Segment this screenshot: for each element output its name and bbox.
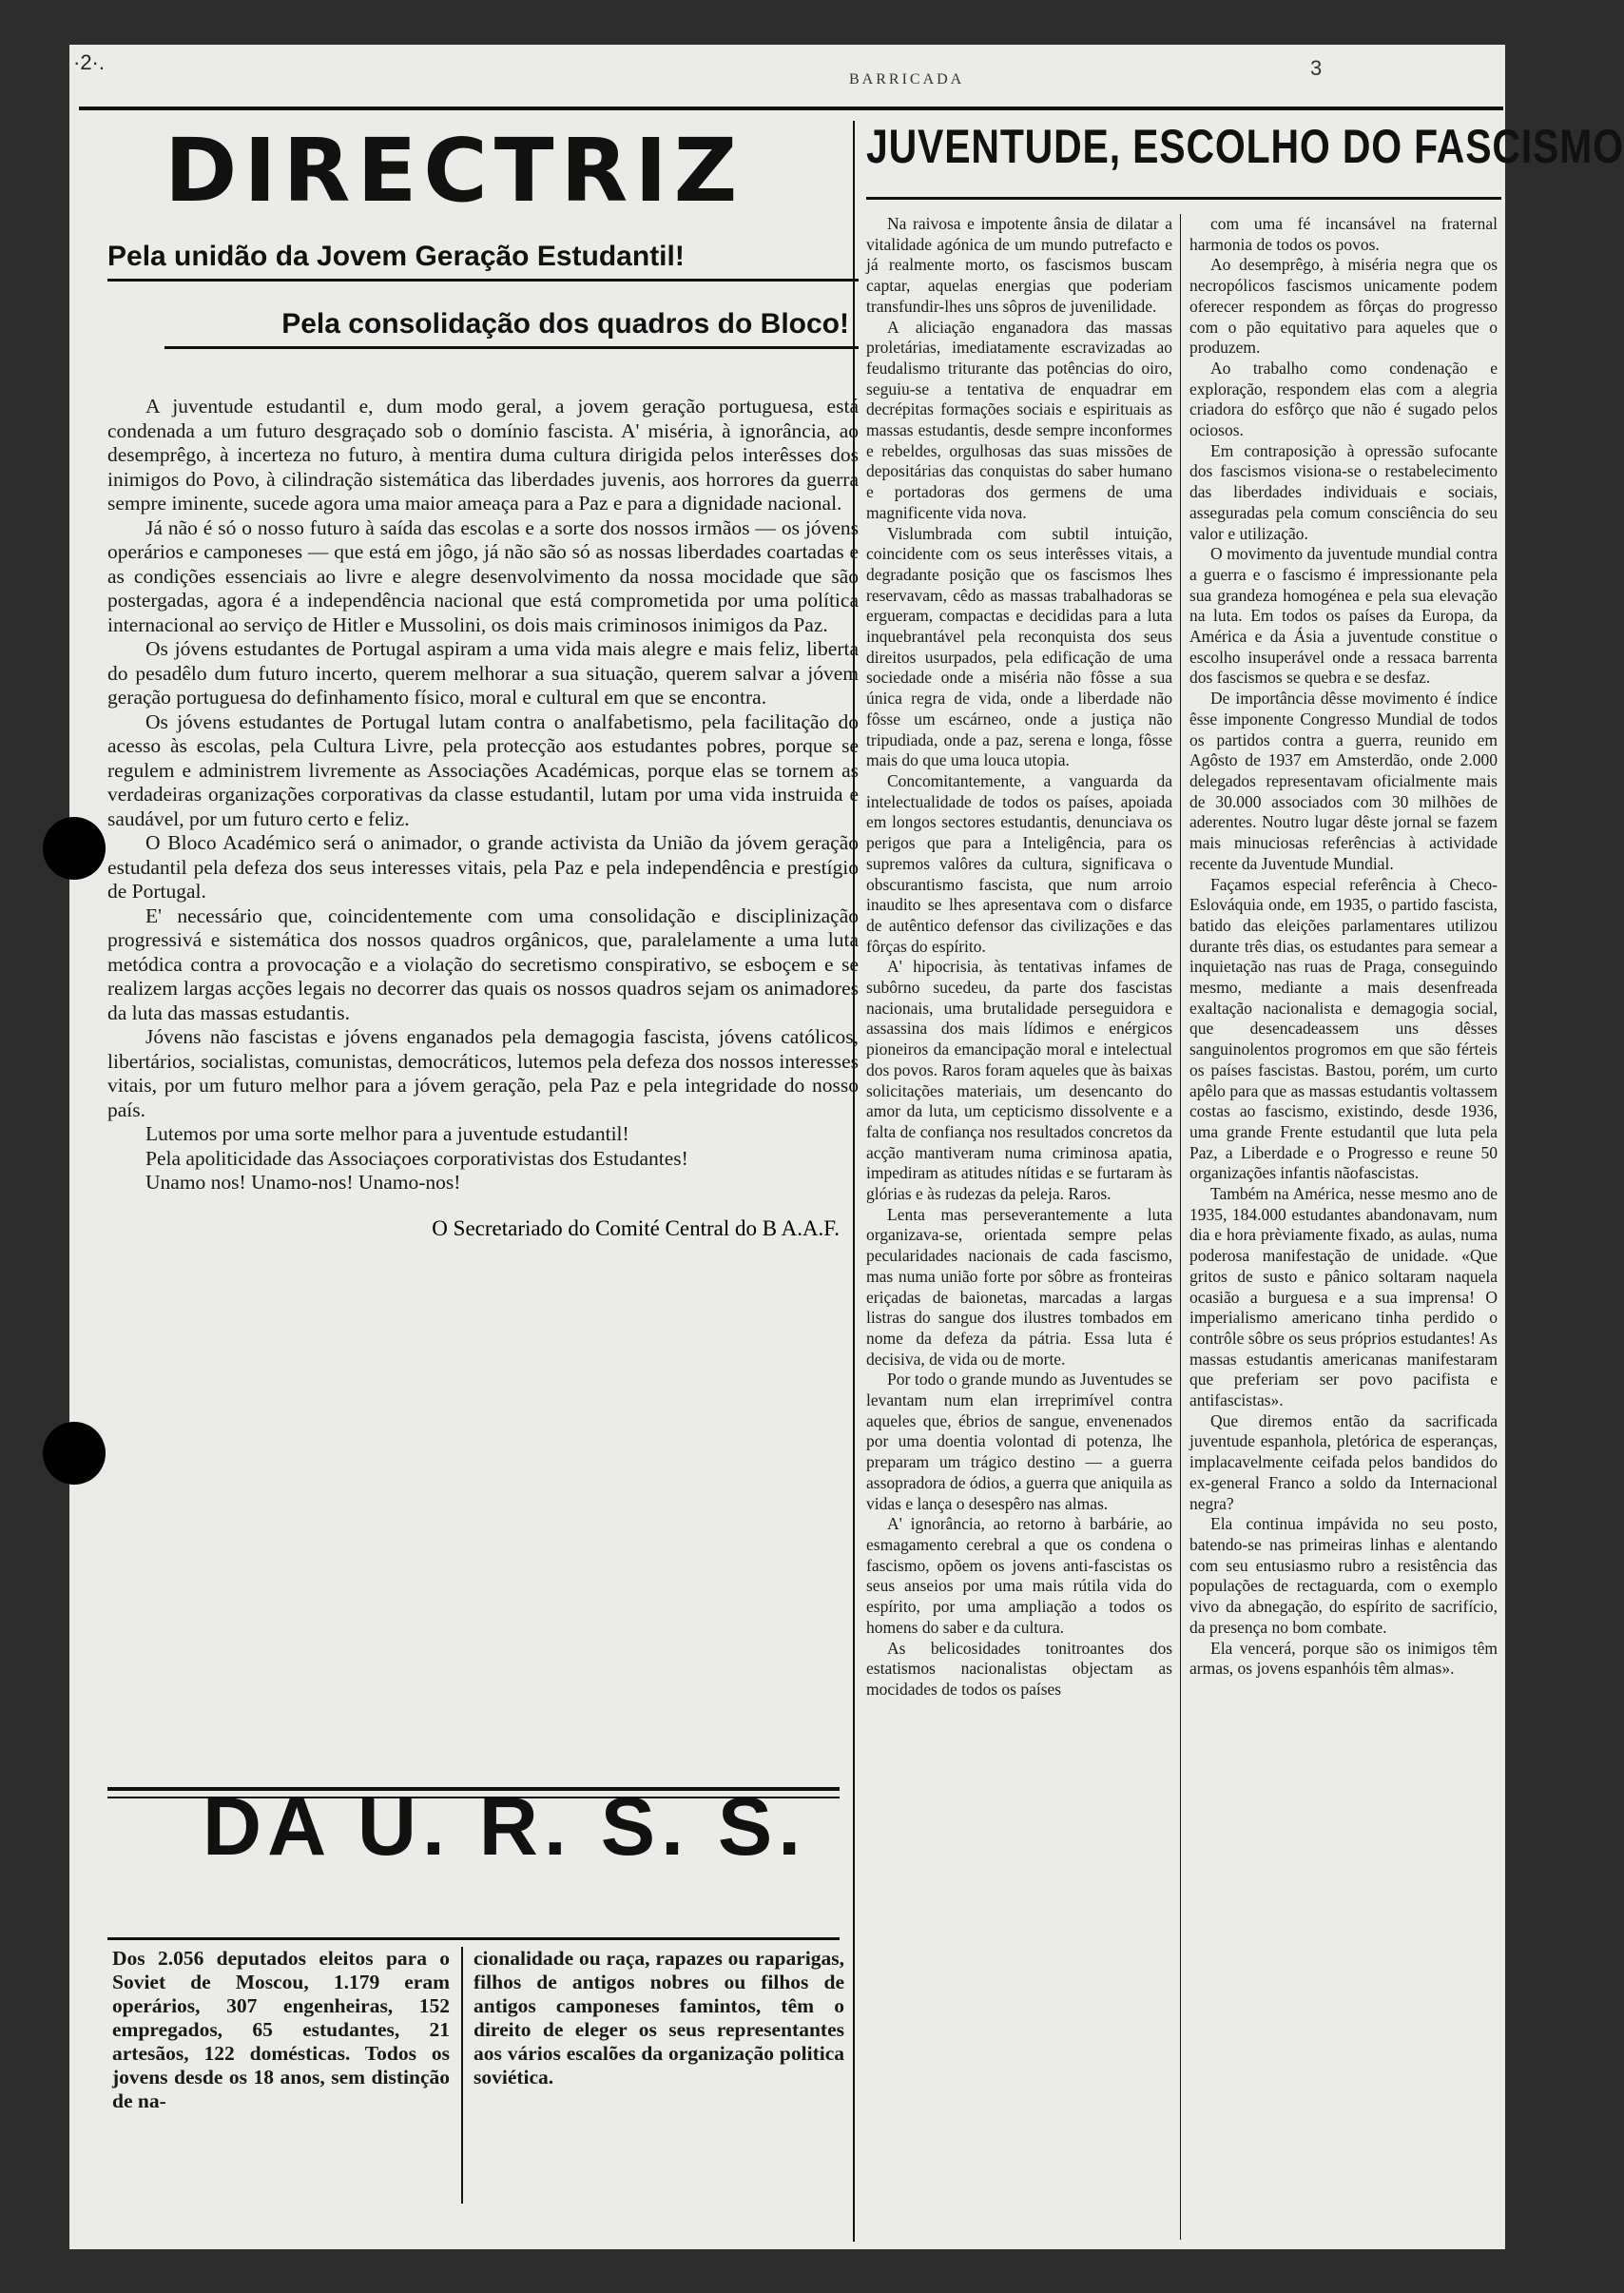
paragraph: Pela apoliticidade das Associaçoes corporativistas dos Estudantes! — [145, 1146, 688, 1170]
punch-hole-bottom — [43, 1422, 106, 1485]
title-rule — [866, 197, 1501, 200]
paragraph: Na raivosa e impotente ânsia de dilatar a vitalidade agónica de um mundo putrefacto e já realmente morto, os fascismos buscam captar, aquelas energias que poderiam transfundir-lhes uns sôpros de juvenilidade. — [866, 214, 1172, 316]
paragraph: Dos 2.056 deputados eleitos para o Soviet de Moscou, 1.179 eram operários, 307 engenheiras, 152 empregados, 65 estudantes, 21 artesãos, 122 domésticas. Todos os jovens desde os 18 anos, sem distinção de na- — [112, 1947, 450, 2112]
article-title: DIRECTRIZ — [164, 120, 744, 222]
paragraph: Ela vencerá, porque são os inimigos têm armas, os jovens espanhóis têm almas». — [1189, 1638, 1498, 1679]
article-subtitle-1: Pela unidão da Jovem Geração Estudantil! — [107, 241, 685, 272]
paragraph: Jóvens não fascistas e jóvens enganados pela demagogia fascista, jóvens católicos, libertários, socialistas, comunistas, democráticos, lutemos pela defeza dos nossos interesses vitais, por um futuro melhor para a jóvem geração, pela Paz e pela integridade do nosso país. — [107, 1025, 859, 1121]
paragraph: Unamo nos! Unamo-nos! Unamo-nos! — [145, 1171, 461, 1194]
paragraph: Ela continua impávida no seu posto, batendo-se nas primeiras linhas e alentando com seu entusiasmo rubro a resistência das populações de rectaguarda, com o exemplo vivo da abnegação, do espírito de sacrifício, da presença no bom combate. — [1189, 1514, 1498, 1637]
top-rule — [79, 107, 1503, 110]
masthead: BARRICADA — [849, 71, 965, 87]
punch-hole-top — [43, 817, 106, 880]
signature: O Secretariado do Comité Central do B A.A.F. — [432, 1215, 840, 1240]
paragraph: Os jóvens estudantes de Portugal lutam contra o analfabetismo, pela facilitação do acesso às escolas, pela Cultura Livre, pela protecção aos estudantes pobres, porque se regulem e administrem livremente as Associações Académicas, porque elas se tornem as verdadeiras organizações corporativas da classe estudantil, lutam por uma vida instruida e saudável, por um futuro certo e feliz. — [107, 709, 859, 830]
paragraph: Por todo o grande mundo as Juventudes se levantam num elan irreprimível contra aqueles que, ébrios de sangue, envenenados por uma doentia volontad di potenza, lhe preparam um trágico destino — a guerra assopradora de ódios, a guerra que aniquila as vidas e lança o desespêro nas almas. — [866, 1370, 1172, 1513]
paragraph: Já não é só o nosso futuro à saída das escolas e a sorte dos nossos irmãos — os jóvens operários e camponeses — que está em jôgo, já não são só as nossas liberdades coartadas e as condições essenciais ao livre e alegre desenvolvimento da nossa mocidade que são postergadas, agora é a independência nacional que está comprometida por uma política internacional ao serviço de Hitler e Mussolini, os dois mais criminosos inimigos da Paz. — [107, 515, 859, 636]
paragraph: Vislumbrada com subtil intuição, coincidente com os seus interêsses vitais, a degradante posição que os fascismos lhes reservavam, cêdo as massas trabalhadoras se ergueram, compactas e decididas para a luta inquebrantável pela reconquista dos seus direitos usurpados, pela edificação de uma sociedade onde a miséria não fôsse a sua única regra de vida, onde a liberdade não fôsse um escárneo, onde a justiça não tripudiada, onde a paz, serena e longa, fôsse mais do que uma louca utopia. — [866, 523, 1172, 770]
page-number: 3 — [1310, 56, 1323, 80]
paragraph: De importância dêsse movimento é índice êsse imponente Congresso Mundial de todos os partidos contra a guerra, reunido em Agôsto de 1937 em Amsterdão, onde 2.000 delegados representavam oficialmente mais de 30.000 associados com 30 milhões de aderentes. Noutro lugar dêste jornal se fazem mais minuciosas referências à actividade recente da Juventude Mundial. — [1189, 689, 1498, 873]
juventude-title: JUVENTUDE, ESCOLHO DO FASCISMO — [866, 120, 1624, 173]
paragraph: A' ignorância, ao retorno à barbárie, ao esmagamento cerebral a que os condena o fascismo, opõem os jovens anti-fascistas os seus anseios por uma mais rútila vida do espírito, por uma ampliação a todos os homens do saber e da cultura. — [866, 1514, 1172, 1637]
urss-column-1 — [112, 1947, 450, 2113]
directriz-article — [107, 119, 859, 1241]
paragraph: Ao trabalho como condenação e exploração, respondem elas com a alegria criadora do esfôrço que não é sugado pelos ociosos. — [1189, 358, 1498, 440]
paragraph: Os jóvens estudantes de Portugal aspiram a uma vida mais alegre e mais feliz, liberta do pesadêlo dum futuro incerto, querem melhorar a sua situação, querem salvar a jóvem geração portuguesa do definhamento físico, moral e cultural em que se encontra. — [107, 637, 859, 709]
paragraph: As belicosidades tonitroantes dos estatismos nacionalistas objectam as mocidades de todos os países — [866, 1638, 1172, 1699]
paragraph: Que diremos então da sacrificada juventude espanhola, pletórica de esperanças, implacavelmente ceifada pelos bandidos do ex-general Franco a soldo da Internacional negra? — [1189, 1410, 1498, 1513]
urss-divider — [107, 1937, 840, 1940]
paragraph: O movimento da juventude mundial contra a guerra e o fascismo é impressionante pela sua grandeza homogénea e pela sua elevação na luta. Em todos os países da Europa, da América e da Ásia a juventude constitue o escolho insuperável onde a ressaca barrenta dos fascismos se quebra e se desfaz. — [1189, 544, 1498, 688]
article-subtitle-2: Pela consolidação dos quadros do Bloco! — [281, 308, 849, 340]
urss-title: DA U. R. S. S. — [203, 1781, 807, 1873]
paragraph: A aliciação enganadora das massas proletárias, imediatamente escravizadas ao feudalismo triturante das potências do oiro, seguiu-se a tentativa de enquadrar em decrépitas formações sociais e espirituais as massas estudantis, desde sempre inconformes e rebeldes, orgulhosas das suas missões de depositárias das conquistas do saber humano e portadoras dos germens de uma magnificente vida nova. — [866, 317, 1172, 522]
paragraph: A' hipocrisia, às tentativas infames de subôrno sucedeu, da parte dos fascistas nacionais, uma brutalidade perseguidora e assassina dos mais lídimos e enérgicos pioneiros da emancipação moral e intelectual dos povos. Raros foram aqueles que às baixas solicitações materiais, um desencanto do amor da luta, um cepticismo dissolvente e a falta de confiança nos resultados concretos da acção mantiveram numa criminosa apatia, impediram as atitudes nítidas e se furtaram às glórias e às rudezas da peleja. Raros. — [866, 957, 1172, 1204]
article-body — [107, 395, 859, 1195]
subtitle-rule — [164, 346, 859, 349]
subtitle-rule — [107, 279, 859, 282]
urss-column-divider — [461, 1947, 463, 2204]
paragraph: Lenta mas perseverantemente a luta organizava-se, orientada sempre pelas pecularidades nacionais de cada fascismo, mas numa união forte por sôbre as fronteiras eriçadas de baionetas, marcadas a largas listras do sangue dos ilustres tombados em nome da defeza da pátria. Essa luta é decisiva, de vida ou de morte. — [866, 1204, 1172, 1369]
paragraph: com uma fé incansável na fraternal harmonia de todos os povos. — [1189, 214, 1498, 254]
paragraph: cionalidade ou raça, rapazes ou raparigas, filhos de antigos nobres ou filhos de antigos camponeses famintos, têm o direito de eleger os seus representantes aos vários escalões da organização politica soviética. — [474, 1947, 844, 2089]
paragraph: E' necessário que, coincidentemente com uma consolidação e disciplinização progressivá e sistemática dos nossos quadros orgânicos, que, paralelamente a uma luta metódica contra a provocação e a violação do secretismo conspirativo, se esboçem e se realizem largas acções legais no decorrer das quais os nossos quadros sejam os animadores da luta das massas estudantis. — [107, 904, 859, 1024]
paragraph: Também na América, nesse mesmo ano de 1935, 184.000 estudantes abandonavam, num dia e hora prèviamente fixado, as aulas, numa poderosa manifestação de unidade. «Que gritos de susto e pânico soltaram naquela ocasião a burguesa e a sua imprensa! O imperialismo americano tinha perdido o contrôle sôbre os seus próprios estudantes! As massas estudantis americanas manifestaram que preferiam ser povo pacifista e antifascistas». — [1189, 1184, 1498, 1410]
paragraph: O Bloco Académico será o animador, o grande activista da União da jóvem geração estudantil pela defeza dos seus interesses vitais, pela Paz e pela independência e prestígio de Portugal. — [107, 831, 859, 903]
paragraph: Concomitantemente, a vanguarda da intelectualidade de todos os países, apoiada em longos sectores estudantis, denunciava os perigos que para a Inteligência, para os supremos valôres da cultura, significava o obscurantismo fascista, que num arroio inaudito se lhes apresentava com o disfarce de autêntico defensor das civilizações e das fôrças do espírito. — [866, 770, 1172, 956]
paragraph: Ao desemprêgo, à miséria negra que os necropólicos fascismos unicamente podem oferecer respondem as fôrças do progresso com o pão equitativo para aqueles que o produzem. — [1189, 255, 1498, 358]
paragraph: Em contraposição à opressão sufocante dos fascismos visiona-se o restabelecimento das liberdades individuais e sociais, asseguradas pela comum consciência do seu valor e utilização. — [1189, 440, 1498, 543]
newspaper-page — [69, 45, 1624, 2249]
page-marker: ·2·. — [73, 50, 105, 74]
paragraph: Lutemos por uma sorte melhor para a juventude estudantil! — [145, 1122, 629, 1145]
right-column-divider — [1180, 214, 1181, 2240]
juventude-column-a — [866, 214, 1172, 1700]
paragraph: Façamos especial referência à Checo-Eslováquia onde, em 1935, o partido fascista, batido das eleições parlamentares utilizou durante três dias, os estudantes para semear a inquietação nas ruas de Praga, conseguindo mesmo, mediante a mais desenfreada exaltação nacionalista e demagogia social, que desencadeassem uns dêsses sanguinolentos progromos em que são férteis os países fascistas. Bastou, porém, um curto apêlo para que as massas estudantis voltassem costas ao fascismo, existindo, desde 1936, uma grande Frente estudantil que luta pela Paz, a Liberdade e o Progresso e reune 50 organizações infantis nãofascistas. — [1189, 874, 1498, 1183]
urss-column-2 — [474, 1947, 844, 2089]
paragraph: A juventude estudantil e, dum modo geral, a jovem geração portuguesa, está condenada a um futuro desgraçado sob o domínio fascista. A' miséria, à ignorância, ao desemprêgo, à incerteza no futuro, à mentira duma cultura dirigida pelos interêsses dos inimigos do Povo, à cilindração sistemática das liberdades juvenis, aos horrores da guerra sempre iminente, sucede agora uma maior ameaça para a Paz e para a dignidade nacional. — [107, 395, 859, 515]
juventude-column-b — [1189, 214, 1498, 1680]
